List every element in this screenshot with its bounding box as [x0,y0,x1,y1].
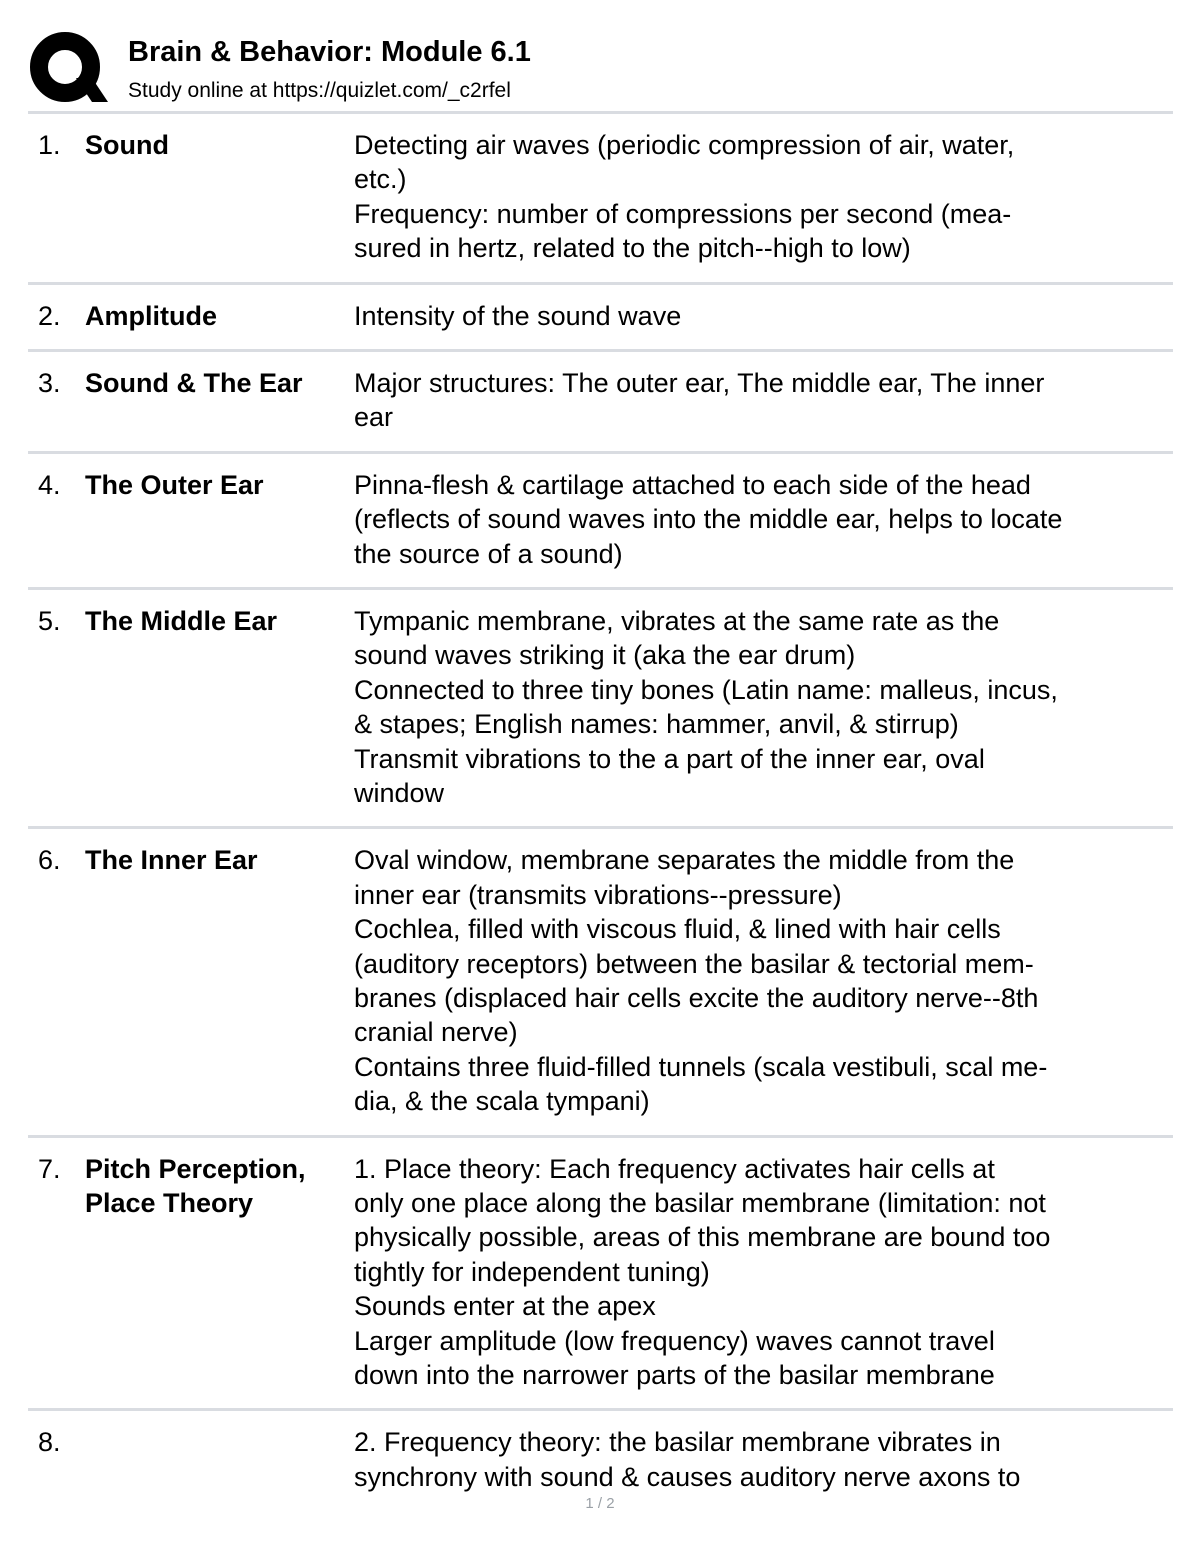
definition-line: dia, & the scala tympani) [354,1086,650,1117]
study-online-link[interactable]: Study online at https://quizlet.com/_c2rfel [128,79,511,102]
definition-line: Detecting air waves (periodic compression of air, water, [354,130,1015,160]
flashcard-row [28,454,1173,590]
definition-line: branes (displaced hair cells excite the auditory nerve--8th [354,982,1039,1013]
card-definition [354,1425,1169,1494]
definition-line: Transmit vibrations to the a part of the inner ear, oval [354,743,985,774]
card-definition [354,366,1169,435]
definition-line: Connected to three tiny bones (Latin name: malleus, incus, [354,674,1058,705]
card-definition [354,843,1169,1118]
definition-line: down into the narrower parts of the basilar membrane [354,1359,995,1390]
definition-line: sured in hertz, related to the pitch--high to low) [354,233,911,264]
definition-line: Major structures: The outer ear, The middle ear, The inner [354,367,1045,398]
card-term: Pitch Perception, Place Theory [85,1153,306,1218]
flashcard-list [28,111,1173,1503]
flashcard-row [28,114,1173,285]
definition-line: window [354,778,445,808]
definition-line: (reflects of sound waves into the middle ear, helps to locate [354,504,1063,535]
card-number: 6. [38,845,61,876]
card-definition [354,604,1169,810]
flashcard-row [28,829,1173,1137]
definition-line: synchrony with sound & causes auditory nerve axons to [354,1461,1021,1492]
card-term: The Inner Ear [85,845,258,876]
flashcard-row [28,1138,1173,1412]
card-definition [354,299,1169,333]
card-number: 3. [38,367,61,398]
definition-line: Frequency: number of compressions per second (mea- [354,198,1012,229]
definition-line: 1. Place theory: Each frequency activates hair cells at [354,1153,995,1184]
card-number: 8. [38,1427,61,1458]
card-number: 5. [38,605,61,636]
definition-line: the source of a sound) [354,538,623,569]
definition-line: 2. Frequency theory: the basilar membrane vibrates in [354,1427,1001,1458]
card-number: 4. [38,469,61,500]
card-definition [354,1152,1169,1393]
definition-line: tightly for independent tuning) [354,1256,710,1287]
definition-line: physically possible, areas of this membrane are bound too [354,1222,1051,1253]
card-definition [354,128,1169,266]
flashcard-row [28,285,1173,352]
definition-line: Cochlea, filled with viscous fluid, & lined with hair cells [354,914,1001,945]
definition-line: etc.) [354,164,407,195]
card-term: Sound [85,130,169,160]
definition-line: sound waves striking it (aka the ear drum) [354,640,856,671]
card-number: 1. [38,130,61,160]
definition-line: inner ear (transmits vibrations--pressure) [354,879,842,910]
card-term: The Middle Ear [85,605,278,636]
definition-line: Pinna-flesh & cartilage attached to each side of the head [354,469,1031,500]
definition-line: Intensity of the sound wave [354,300,682,331]
card-definition [354,468,1169,571]
definition-line: (auditory receptors) between the basilar & tectorial mem- [354,948,1034,979]
flashcard-row [28,590,1173,829]
definition-line: only one place along the basilar membrane (limitation: not [354,1187,1046,1218]
card-term: Amplitude [85,300,217,331]
definition-line: Contains three fluid-filled tunnels (scala vestibuli, scal me- [354,1051,1048,1082]
definition-line: & stapes; English names: hammer, anvil, & stirrup) [354,709,959,740]
definition-line: Larger amplitude (low frequency) waves cannot travel [354,1325,995,1356]
page-indicator: 1 / 2 [585,1495,615,1512]
definition-line: Oval window, membrane separates the middle from the [354,845,1015,876]
document-title: Brain & Behavior: Module 6.1 [128,36,531,68]
quizlet-q-logo-icon [28,28,108,108]
card-number: 7. [38,1153,61,1184]
card-term: Sound & The Ear [85,367,303,398]
card-term: The Outer Ear [85,469,264,500]
definition-line: cranial nerve) [354,1017,518,1048]
definition-line: ear [354,402,394,433]
card-number: 2. [38,300,61,331]
definition-line: Sounds enter at the apex [354,1291,656,1322]
definition-line: Tympanic membrane, vibrates at the same rate as the [354,605,1000,636]
document-header [28,28,1173,110]
flashcard-row [28,1411,1173,1503]
flashcard-row [28,352,1173,454]
